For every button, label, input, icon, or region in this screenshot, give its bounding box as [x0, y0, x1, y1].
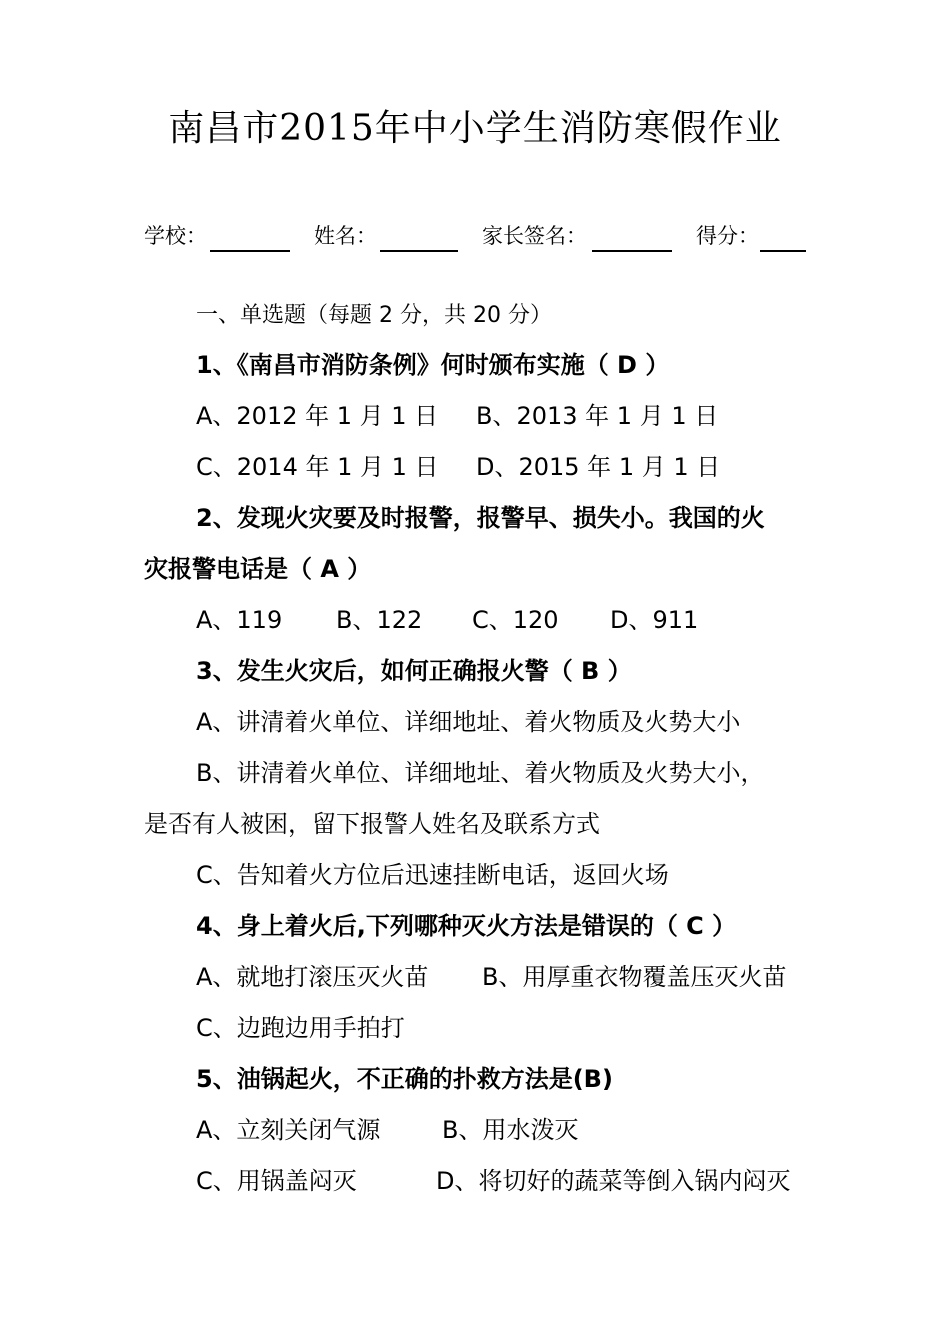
question-1: 1、《南昌市消防条例》何时颁布实施（ D ）: [196, 351, 670, 379]
question-4-options-row1: [196, 957, 816, 989]
question-5-options-row2: [196, 1161, 816, 1193]
question-3-option-b-line-2: 是否有人被困，留下报警人姓名及联系方式: [144, 810, 600, 838]
question-2-option-b: B、122: [336, 606, 423, 634]
question-3: 3、发生火灾后，如何正确报火警（ B ）: [196, 657, 632, 685]
question-5-option-a: A、立刻关闭气源: [196, 1116, 381, 1144]
question-2-options: [196, 600, 796, 632]
question-5-options-row1: [196, 1110, 816, 1142]
question-3-option-b-line-1: B、讲清着火单位、详细地址、着火物质及火势大小，: [196, 759, 765, 787]
score-blank[interactable]: [760, 250, 806, 252]
question-4: 4、身上着火后,下列哪种灭火方法是错误的（ C ）: [196, 912, 737, 940]
question-1-options-row2: [196, 447, 796, 479]
question-1-option-a: A、2012 年 1 月 1 日: [196, 402, 439, 430]
question-1-option-d: D、2015 年 1 月 1 日: [476, 453, 721, 481]
question-2-option-a: A、119: [196, 606, 283, 634]
page-title: 南昌市2015年中小学生消防寒假作业: [168, 108, 782, 149]
question-4-option-c: C、边跑边用手拍打: [196, 1014, 405, 1042]
question-5-option-c: C、用锅盖闷灭: [196, 1167, 357, 1195]
parent-signature-blank[interactable]: [592, 250, 672, 252]
question-5-option-b: B、用水泼灭: [442, 1116, 579, 1144]
section-heading: 一、单选题（每题 2 分，共 20 分）: [196, 303, 552, 328]
school-label: 学校：: [144, 224, 207, 248]
question-3-option-a: A、讲清着火单位、详细地址、着火物质及火势大小: [196, 708, 741, 736]
question-1-option-b: B、2013 年 1 月 1 日: [476, 402, 719, 430]
question-2-line-2: 灾报警电话是（ A ）: [144, 555, 372, 583]
question-4-option-a: A、就地打滚压灭火苗: [196, 963, 429, 991]
name-blank[interactable]: [380, 250, 458, 252]
question-1-option-c: C、2014 年 1 月 1 日: [196, 453, 439, 481]
school-blank[interactable]: [210, 250, 290, 252]
question-1-options-row1: [196, 396, 796, 428]
question-5-option-d: D、将切好的蔬菜等倒入锅内闷灭: [436, 1167, 791, 1195]
question-2-option-c: C、120: [472, 606, 559, 634]
name-label: 姓名：: [314, 224, 377, 248]
question-5: 5、油锅起火，不正确的扑救方法是(B): [196, 1065, 613, 1093]
parent-signature-label: 家长签名：: [482, 224, 587, 248]
question-4-option-b: B、用厚重衣物覆盖压灭火苗: [482, 963, 787, 991]
question-2-line-1: 2、发现火灾要及时报警，报警早、损失小。我国的火: [196, 504, 765, 532]
score-label: 得分：: [696, 224, 759, 248]
question-3-option-c: C、告知着火方位后迅速挂断电话，返回火场: [196, 861, 669, 889]
question-2-option-d: D、911: [610, 606, 699, 634]
